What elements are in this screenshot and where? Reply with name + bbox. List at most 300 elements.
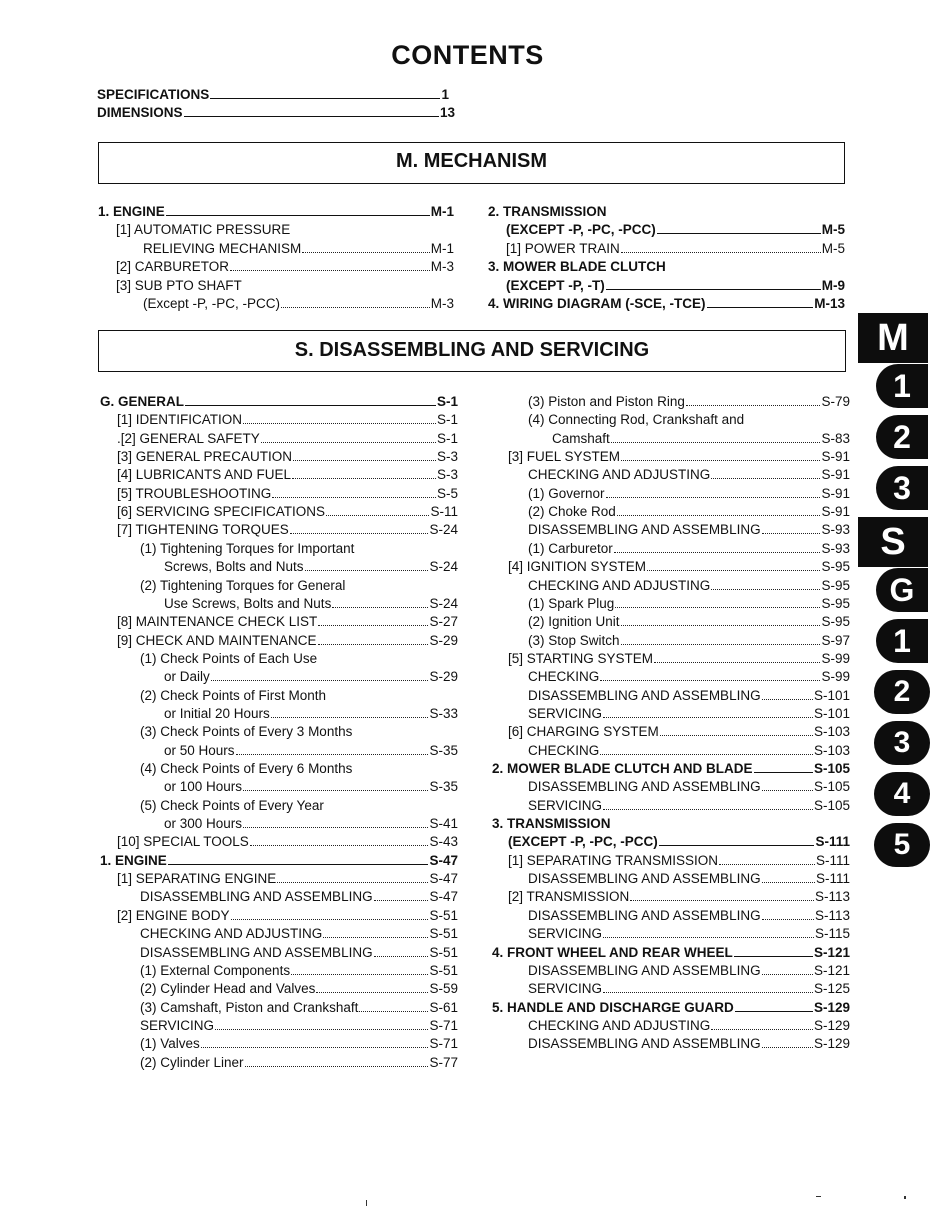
toc-entry[interactable] [117, 485, 458, 503]
toc-label: 4. FRONT WHEEL AND REAR WHEEL [492, 944, 733, 960]
toc-entry-dimensions[interactable] [97, 104, 455, 122]
toc-page: M-5 [821, 222, 845, 238]
leader-line [302, 241, 429, 253]
toc-label: or 50 Hours [164, 742, 235, 758]
toc-label: (3) Check Points of Every 3 Months [140, 724, 353, 740]
toc-label: (3) Camshaft, Piston and Crankshaft [140, 999, 359, 1015]
toc-label: (2) Cylinder Liner [140, 1054, 244, 1070]
leader-line [326, 504, 429, 516]
leader-line [617, 504, 821, 516]
toc-entry[interactable] [140, 944, 458, 962]
toc-entry[interactable] [528, 466, 850, 484]
toc-page: M-3 [430, 296, 454, 311]
leader-line [603, 706, 813, 718]
toc-label: [2] ENGINE BODY [117, 907, 230, 923]
toc-page: S-59 [429, 981, 458, 997]
leader-line [290, 522, 429, 534]
toc-page: S-51 [429, 926, 458, 942]
toc-page: S-105 [813, 779, 850, 795]
toc-label: (5) Check Points of Every Year [140, 797, 324, 813]
toc-entry[interactable] [117, 466, 458, 484]
toc-label: (1) Spark Plug [528, 595, 615, 611]
section-tab-1[interactable]: 1 [876, 364, 928, 408]
toc-label: [6] CHARGING SYSTEM [508, 724, 659, 740]
toc-page: S-29 [429, 632, 458, 648]
section-tab-5[interactable]: 5 [874, 823, 930, 867]
leader-line [719, 853, 815, 865]
leader-line [600, 669, 820, 681]
toc-page: M-1 [430, 240, 454, 256]
toc-page: S-99 [821, 669, 850, 685]
toc-entry[interactable] [164, 668, 458, 686]
toc-entry[interactable] [528, 705, 850, 723]
toc-entry[interactable] [528, 1017, 850, 1035]
toc-entry[interactable] [117, 613, 458, 631]
toc-page: S-91 [821, 485, 850, 501]
leader-line [332, 596, 428, 608]
leader-line [762, 522, 821, 534]
toc-label: CHECKING AND ADJUSTING [528, 467, 711, 483]
toc-page: S-93 [821, 540, 850, 556]
toc-entry[interactable] [506, 277, 845, 295]
toc-entry [492, 815, 611, 833]
toc-label: (Except -P, -PC, -PCC) [143, 296, 281, 311]
toc-entry[interactable] [506, 240, 845, 258]
toc-entry [140, 540, 354, 558]
toc-label: (1) Valves [140, 1036, 200, 1052]
toc-entry[interactable] [117, 448, 458, 466]
toc-page: S-71 [429, 1017, 458, 1033]
toc-entry[interactable] [528, 632, 850, 650]
toc-page: S-1 [436, 412, 458, 428]
toc-entry[interactable] [143, 240, 454, 258]
toc-entry[interactable] [492, 760, 850, 778]
toc-label: (EXCEPT -P, -PC, -PCC) [506, 222, 656, 238]
toc-entry[interactable] [528, 485, 850, 503]
toc-entry[interactable] [164, 558, 458, 576]
toc-entry[interactable] [164, 705, 458, 723]
toc-page: S-47 [429, 852, 458, 868]
toc-entry[interactable] [143, 295, 454, 313]
toc-page: M-13 [814, 296, 845, 311]
toc-label: (2) Tightening Torques for General [140, 577, 346, 593]
toc-label: [3] GENERAL PRECAUTION [117, 449, 293, 465]
toc-label: [7] TIGHTENING TORQUES [117, 522, 289, 538]
toc-page: S-11 [430, 504, 458, 520]
toc-page: S-111 [815, 834, 850, 850]
toc-label: DISASSEMBLING AND ASSEMBLING [528, 522, 761, 538]
toc-label: G. GENERAL [100, 394, 185, 409]
toc-page: S-91 [821, 467, 850, 483]
leader-line [374, 945, 429, 957]
toc-page: S-95 [821, 559, 850, 575]
toc-entry[interactable] [528, 595, 850, 613]
toc-entry[interactable] [117, 521, 458, 539]
toc-entry[interactable] [528, 577, 850, 595]
toc-entry[interactable] [528, 980, 850, 998]
toc-page: S-24 [429, 522, 458, 538]
toc-label: Screws, Bolts and Nuts [164, 559, 304, 575]
leader-line [754, 761, 813, 773]
toc-page: M-9 [821, 277, 845, 293]
toc-entry [140, 687, 326, 705]
toc-label: CHECKING AND ADJUSTING [528, 577, 711, 593]
leader-line [243, 816, 428, 828]
toc-page: S-83 [821, 430, 850, 446]
leader-line [614, 541, 821, 553]
toc-entry[interactable] [528, 540, 850, 558]
leader-line [210, 87, 440, 99]
toc-entry[interactable] [528, 613, 850, 631]
leader-line [621, 241, 821, 253]
leader-line [305, 559, 429, 571]
leader-line [603, 798, 813, 810]
toc-entry[interactable] [140, 980, 458, 998]
toc-label: Camshaft [552, 430, 610, 446]
toc-entry[interactable] [508, 558, 850, 576]
toc-label: SERVICING [140, 1017, 215, 1033]
toc-entry[interactable] [488, 295, 845, 313]
toc-entry[interactable] [98, 203, 454, 221]
toc-label: [5] STARTING SYSTEM [508, 650, 654, 666]
toc-entry[interactable] [528, 742, 850, 760]
toc-label: CHECKING [528, 742, 600, 758]
leader-line [711, 467, 820, 479]
toc-label: or 300 Hours [164, 816, 243, 832]
toc-entry [140, 577, 345, 595]
toc-page: S-101 [813, 705, 850, 721]
toc-label: CHECKING AND ADJUSTING [140, 926, 323, 942]
servicing-heading: S. DISASSEMBLING AND SERVICING [294, 339, 650, 361]
leader-line [211, 669, 429, 681]
toc-entry[interactable] [100, 852, 458, 870]
toc-page: S-91 [821, 449, 850, 465]
toc-entry[interactable] [117, 411, 458, 429]
toc-page: S-95 [821, 577, 850, 593]
mechanism-heading: M. MECHANISM [395, 150, 548, 172]
toc-entry[interactable] [117, 870, 458, 888]
toc-page: S-101 [813, 687, 850, 703]
toc-entry [488, 258, 666, 276]
toc-label: SPECIFICATIONS [97, 87, 210, 102]
leader-line [762, 1036, 813, 1048]
leader-line [271, 706, 429, 718]
leader-line [184, 105, 439, 117]
toc-label: DISASSEMBLING AND ASSEMBLING [140, 889, 373, 905]
section-tab-3[interactable]: 3 [876, 466, 928, 510]
toc-page: S-121 [813, 944, 850, 960]
toc-entry[interactable] [508, 888, 850, 906]
toc-page: S-51 [429, 962, 458, 978]
toc-entry[interactable] [140, 962, 458, 980]
toc-label: DISASSEMBLING AND ASSEMBLING [528, 962, 761, 978]
toc-entry[interactable] [506, 221, 845, 239]
leader-line [630, 889, 814, 901]
toc-label: CHECKING [528, 669, 600, 685]
leader-line [168, 853, 429, 865]
toc-label: 2. TRANSMISSION [488, 204, 607, 219]
leader-line [230, 259, 430, 271]
toc-page: S-113 [814, 907, 850, 923]
toc-label: 3. MOWER BLADE CLUTCH [488, 259, 666, 275]
toc-page: S-5 [436, 485, 458, 501]
toc-page: S-24 [429, 595, 458, 611]
leader-line [621, 449, 820, 461]
toc-label: or Initial 20 Hours [164, 705, 270, 721]
toc-page: S-3 [436, 467, 458, 483]
toc-page: S-29 [429, 669, 458, 685]
toc-page: S-3 [436, 449, 458, 465]
toc-page: S-1 [436, 430, 458, 446]
toc-label: (EXCEPT -P, -PC, -PCC) [508, 834, 658, 850]
leader-line [323, 926, 428, 938]
toc-entry[interactable] [100, 393, 458, 411]
leader-line [272, 486, 436, 498]
toc-entry[interactable] [140, 999, 458, 1017]
section-tab-m[interactable]: M [858, 313, 928, 363]
section-tab-2[interactable]: 2 [874, 670, 930, 714]
toc-label: [1] POWER TRAIN [506, 240, 620, 256]
toc-entry[interactable] [140, 925, 458, 943]
leader-line [316, 981, 428, 993]
toc-entry[interactable] [528, 1035, 850, 1053]
toc-entry[interactable] [528, 521, 850, 539]
toc-entry[interactable] [164, 595, 458, 613]
toc-entry [528, 411, 744, 429]
leader-line [261, 431, 436, 443]
leader-line [647, 559, 820, 571]
leader-line [762, 871, 815, 883]
toc-label: DISASSEMBLING AND ASSEMBLING [528, 779, 761, 795]
toc-page: S-51 [429, 944, 458, 960]
mechanism-section-header [98, 142, 845, 184]
toc-label: (3) Piston and Piston Ring [528, 394, 685, 409]
toc-label: (1) Tightening Torques for Important [140, 540, 355, 556]
toc-entry[interactable] [508, 650, 850, 668]
leader-line [606, 486, 821, 498]
toc-label: SERVICING [528, 705, 603, 721]
toc-page: S-95 [821, 595, 850, 611]
toc-page: S-35 [429, 779, 458, 795]
toc-label: or Daily [164, 669, 210, 685]
toc-label: (2) Ignition Unit [528, 614, 620, 630]
toc-page: S-99 [821, 650, 850, 666]
toc-entry[interactable] [528, 778, 850, 796]
leader-line [250, 834, 429, 846]
leader-line [166, 204, 430, 216]
toc-entry[interactable] [528, 668, 850, 686]
leader-line [606, 278, 821, 290]
toc-label: [4] IGNITION SYSTEM [508, 559, 647, 575]
scan-mark [816, 1196, 821, 1197]
toc-label: (1) Check Points of Each Use [140, 650, 318, 666]
toc-page: S-41 [429, 816, 458, 832]
toc-label: [3] SUB PTO SHAFT [116, 277, 242, 293]
leader-line [215, 1018, 428, 1030]
toc-entry[interactable] [492, 999, 850, 1017]
toc-page: S-43 [429, 834, 458, 850]
toc-entry[interactable] [528, 962, 850, 980]
toc-page: S-47 [429, 889, 458, 905]
toc-label: DIMENSIONS [97, 105, 183, 120]
toc-page: S-35 [429, 742, 458, 758]
leader-line [231, 908, 429, 920]
toc-entry[interactable] [117, 907, 458, 925]
section-tab-g[interactable]: G [876, 568, 928, 612]
toc-entry[interactable] [117, 430, 458, 448]
toc-label: [8] MAINTENANCE CHECK LIST [117, 614, 318, 630]
toc-page: S-1 [436, 394, 458, 409]
toc-page: S-47 [429, 871, 458, 887]
toc-label: [6] SERVICING SPECIFICATIONS [117, 504, 326, 520]
toc-entry[interactable] [140, 1017, 458, 1035]
toc-page: S-105 [813, 761, 850, 776]
leader-line [277, 871, 428, 883]
leader-line [374, 889, 429, 901]
scan-mark [366, 1200, 367, 1206]
toc-label: Use Screws, Bolts and Nuts [164, 595, 332, 611]
toc-entry[interactable] [508, 448, 850, 466]
toc-label: (2) Cylinder Head and Valves [140, 981, 316, 997]
toc-entry[interactable] [528, 503, 850, 521]
toc-entry[interactable] [508, 833, 850, 851]
toc-entry[interactable] [508, 723, 850, 741]
leader-line [686, 394, 821, 406]
leader-line [293, 449, 436, 461]
toc-entry[interactable] [528, 870, 850, 888]
toc-label: (3) Stop Switch [528, 632, 620, 648]
scan-mark [904, 1196, 906, 1199]
toc-label: CHECKING AND ADJUSTING [528, 1017, 711, 1033]
leader-line [734, 945, 813, 957]
leader-line [735, 1000, 813, 1012]
toc-label: DISASSEMBLING AND ASSEMBLING [528, 871, 761, 887]
toc-page: M-1 [430, 204, 454, 219]
toc-page: S-71 [429, 1036, 458, 1052]
leader-line [318, 633, 429, 645]
leader-line [659, 834, 815, 846]
toc-label: SERVICING [528, 797, 603, 813]
toc-label: [5] TROUBLESHOOTING [117, 485, 272, 501]
leader-line [762, 908, 814, 920]
toc-page: S-79 [821, 394, 850, 409]
toc-entry[interactable] [164, 742, 458, 760]
toc-page: S-115 [814, 926, 850, 942]
toc-entry[interactable] [140, 888, 458, 906]
leader-line [603, 981, 813, 993]
toc-entry[interactable] [528, 393, 850, 411]
toc-label: RELIEVING MECHANISM [143, 240, 302, 256]
toc-page: S-33 [429, 705, 458, 721]
leader-line [185, 394, 436, 406]
toc-label: DISASSEMBLING AND ASSEMBLING [140, 944, 373, 960]
toc-entry-specifications[interactable] [97, 86, 449, 104]
leader-line [291, 963, 428, 975]
leader-line [318, 614, 428, 626]
servicing-section-header [98, 330, 846, 372]
toc-entry[interactable] [552, 430, 850, 448]
toc-entry[interactable] [528, 687, 850, 705]
toc-entry[interactable] [508, 852, 850, 870]
leader-line [359, 1000, 428, 1012]
section-tab-2[interactable]: 2 [876, 415, 928, 459]
toc-label: [1] AUTOMATIC PRESSURE [116, 222, 291, 238]
leader-line [236, 743, 429, 755]
toc-label: (1) Governor [528, 485, 605, 501]
toc-label: [9] CHECK AND MAINTENANCE [117, 632, 317, 648]
leader-line [707, 296, 814, 308]
leader-line [281, 296, 430, 308]
toc-entry[interactable] [164, 778, 458, 796]
toc-page: 13 [439, 105, 455, 120]
toc-entry[interactable] [528, 797, 850, 815]
toc-entry [116, 277, 242, 295]
toc-label: 3. TRANSMISSION [492, 816, 611, 832]
section-tab-4[interactable]: 4 [874, 772, 930, 816]
toc-entry[interactable] [164, 815, 458, 833]
toc-page: S-103 [813, 724, 850, 740]
toc-entry[interactable] [116, 258, 454, 276]
toc-page: S-111 [815, 871, 850, 887]
toc-page: M-3 [430, 259, 454, 275]
toc-label: [2] TRANSMISSION [508, 889, 630, 905]
toc-label: or 100 Hours [164, 779, 243, 795]
toc-page: S-125 [813, 981, 850, 997]
toc-label: (4) Connecting Rod, Crankshaft and [528, 412, 745, 428]
toc-label: (1) Carburetor [528, 540, 613, 556]
toc-label: 1. ENGINE [100, 852, 167, 868]
toc-entry[interactable] [528, 925, 850, 943]
leader-line [621, 614, 821, 626]
toc-label: [1] IDENTIFICATION [117, 412, 243, 428]
toc-page: S-129 [813, 1036, 850, 1052]
toc-label: [1] SEPARATING TRANSMISSION [508, 852, 719, 868]
leader-line [603, 926, 814, 938]
toc-page: S-129 [813, 999, 850, 1015]
section-tab-s[interactable]: S [858, 517, 928, 567]
toc-entry[interactable] [140, 1054, 458, 1072]
toc-page: S-103 [813, 742, 850, 758]
toc-page: S-93 [821, 522, 850, 538]
section-tab-1[interactable]: 1 [876, 619, 928, 663]
leader-line [657, 222, 821, 234]
toc-page: S-77 [429, 1054, 458, 1070]
toc-label: [1] SEPARATING ENGINE [117, 871, 277, 887]
toc-entry[interactable] [140, 1035, 458, 1053]
toc-page: S-24 [429, 559, 458, 575]
leader-line [762, 963, 813, 975]
leader-line [711, 1018, 813, 1030]
leader-line [611, 431, 821, 443]
leader-line [621, 633, 821, 645]
toc-entry [116, 221, 290, 239]
toc-page: S-111 [815, 852, 850, 868]
toc-entry[interactable] [117, 833, 458, 851]
leader-line [762, 779, 813, 791]
toc-entry [140, 650, 317, 668]
toc-entry[interactable] [492, 944, 850, 962]
section-tab-3[interactable]: 3 [874, 721, 930, 765]
toc-label: (2) Choke Rod [528, 504, 616, 520]
toc-entry [488, 203, 607, 221]
toc-entry[interactable] [117, 632, 458, 650]
toc-label: [2] CARBURETOR [116, 259, 230, 275]
toc-page: S-105 [813, 797, 850, 813]
toc-entry[interactable] [528, 907, 850, 925]
toc-entry[interactable] [117, 503, 458, 521]
toc-label: (4) Check Points of Every 6 Months [140, 761, 353, 776]
leader-line [201, 1036, 429, 1048]
